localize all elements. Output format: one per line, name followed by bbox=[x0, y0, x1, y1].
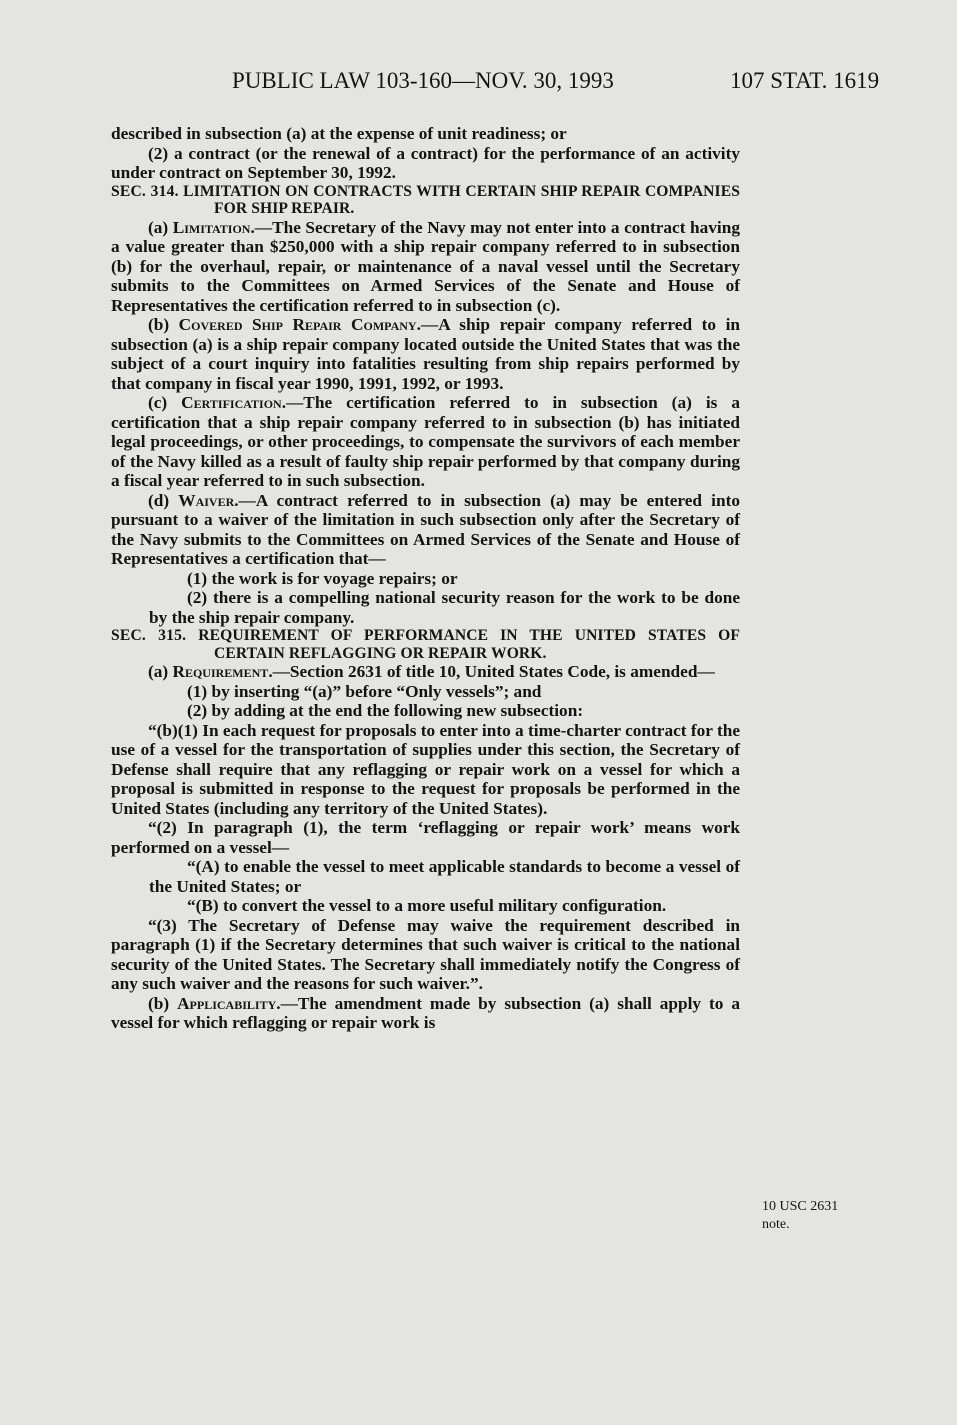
subsection-label: (c) bbox=[148, 393, 182, 412]
subsection-heading: Limitation bbox=[172, 217, 251, 237]
quoted-paragraph-3: “(3) The Secretary of Defense may waive the requirement described in paragraph (1) if the Secretary determines that such waiver is critical to the national security of the United States. The Secretary shall immediately notify the Congress of any such waiver and the reasons for such waiver.”. bbox=[111, 915, 740, 993]
law-title: PUBLIC LAW 103-160—NOV. 30, 1993 bbox=[232, 68, 614, 93]
section-title: LIMITATION ON CONTRACTS WITH CERTAIN SHIP REPAIR COMPANIES FOR SHIP REPAIR. bbox=[183, 182, 740, 217]
subsection-heading: Certification bbox=[181, 393, 282, 412]
waiver-item-1: (1) the work is for voyage repairs; or bbox=[187, 568, 458, 588]
subsection-text: .—The certification referred to in subsection (a) is a certification that a ship repair company referred to in subsection (b) has initiated legal proceedings, or other proceedings, to compensate the survivors of each member of the Navy killed as a result of faulty ship repair performed by that company during a fiscal year referred to in such subsection. bbox=[111, 393, 740, 490]
quoted-subparagraph-A: “(A) to enable the vessel to meet applicable standards to become a vessel of the United States; or bbox=[149, 857, 740, 896]
quoted-paragraph-b1: “(b)(1) In each request for proposals to enter into a time-charter contract for the use of a vessel for the transportation of supplies under this section, the Secretary of Defense shall require that any reflagging or repair work on a vessel for which a proposal is submitted in response to the request for proposals be performed in the United States (including any territory of the United States). bbox=[111, 720, 740, 818]
subsection-text: .—A contract referred to in subsection (a) may be entered into pursuant to a waiver of the limitation in such subsection only after the Secretary of the Navy submits to the Committees on Armed Services of the Senate and House of Representatives a certification that— bbox=[111, 490, 740, 568]
subsection-b-applicability bbox=[111, 994, 740, 1033]
subsection-c-certification bbox=[111, 393, 740, 491]
quoted-subparagraph-B: “(B) to convert the vessel to a more useful military configuration. bbox=[187, 896, 667, 915]
subsection-heading: Covered Ship Repair Company bbox=[178, 315, 417, 334]
subsection-text: .—A ship repair company referred to in subsection (a) is a ship repair company located outside the United States that was the subject of a court inquiry into fatalities resulting from ship repairs performed by that company in fiscal year 1990, 1991, 1992, or 1993. bbox=[111, 315, 740, 393]
subsection-label: (b) bbox=[148, 993, 178, 1013]
paragraph-2: (2) a contract (or the renewal of a contract) for the performance of an activity under contract on September 30, 1992. bbox=[111, 143, 740, 182]
section-314-heading bbox=[111, 183, 740, 218]
section-number: SEC. 315. bbox=[111, 627, 187, 644]
subsection-label: (b) bbox=[148, 315, 179, 334]
subsection-label: (a) bbox=[148, 662, 173, 681]
subsection-text: .—The amendment made by subsection (a) shall apply to a vessel for which reflagging or repair work is bbox=[111, 993, 740, 1032]
page-header bbox=[0, 68, 957, 100]
subsection-a-requirement bbox=[111, 662, 740, 682]
section-315-heading bbox=[111, 627, 740, 662]
subsection-b-covered-company bbox=[111, 315, 740, 393]
subsection-text: .—Section 2631 of title 10, United States Code, is amended— bbox=[268, 662, 715, 681]
subsection-heading: Requirement bbox=[172, 662, 269, 681]
statute-page-number: 107 STAT. 1619 bbox=[730, 68, 880, 93]
section-number: SEC. 314. bbox=[111, 182, 179, 200]
subsection-text: .—The Secretary of the Navy may not enter into a contract having a value greater than $250,000 with a ship repair company referred to in subsection (b) for the overhaul, repair, or maintenance of a naval vessel until the Secretary submits to the Committees on Armed Services of the Senate and House of Representatives the certification referred to in subsection (c). bbox=[111, 217, 740, 315]
subsection-d-waiver bbox=[111, 491, 740, 569]
margin-note-suffix: note. bbox=[762, 1216, 790, 1232]
amendment-item-2: (2) by adding at the end the following new subsection: bbox=[187, 701, 584, 720]
subsection-label: (d) bbox=[148, 490, 179, 510]
subsection-heading: Waiver bbox=[178, 490, 235, 510]
waiver-item-2: (2) there is a compelling national security reason for the work to be done by the ship repair company. bbox=[149, 588, 740, 627]
document-body bbox=[111, 124, 740, 1033]
subsection-a-limitation bbox=[111, 218, 740, 316]
margin-note bbox=[762, 1198, 872, 1233]
subsection-heading: Applicability bbox=[177, 993, 277, 1013]
amendment-item-1: (1) by inserting “(a)” before “Only vessels”; and bbox=[187, 681, 542, 701]
subsection-label: (a) bbox=[148, 217, 173, 237]
continued-paragraph: described in subsection (a) at the expense of unit readiness; or bbox=[111, 124, 567, 143]
quoted-paragraph-2: “(2) In paragraph (1), the term ‘reflagging or repair work’ means work performed on a vessel— bbox=[111, 818, 740, 857]
section-title: REQUIREMENT OF PERFORMANCE IN THE UNITED STATES OF CERTAIN REFLAGGING OR REPAIR WORK. bbox=[198, 627, 740, 662]
margin-note-citation: 10 USC 2631 bbox=[762, 1199, 839, 1214]
